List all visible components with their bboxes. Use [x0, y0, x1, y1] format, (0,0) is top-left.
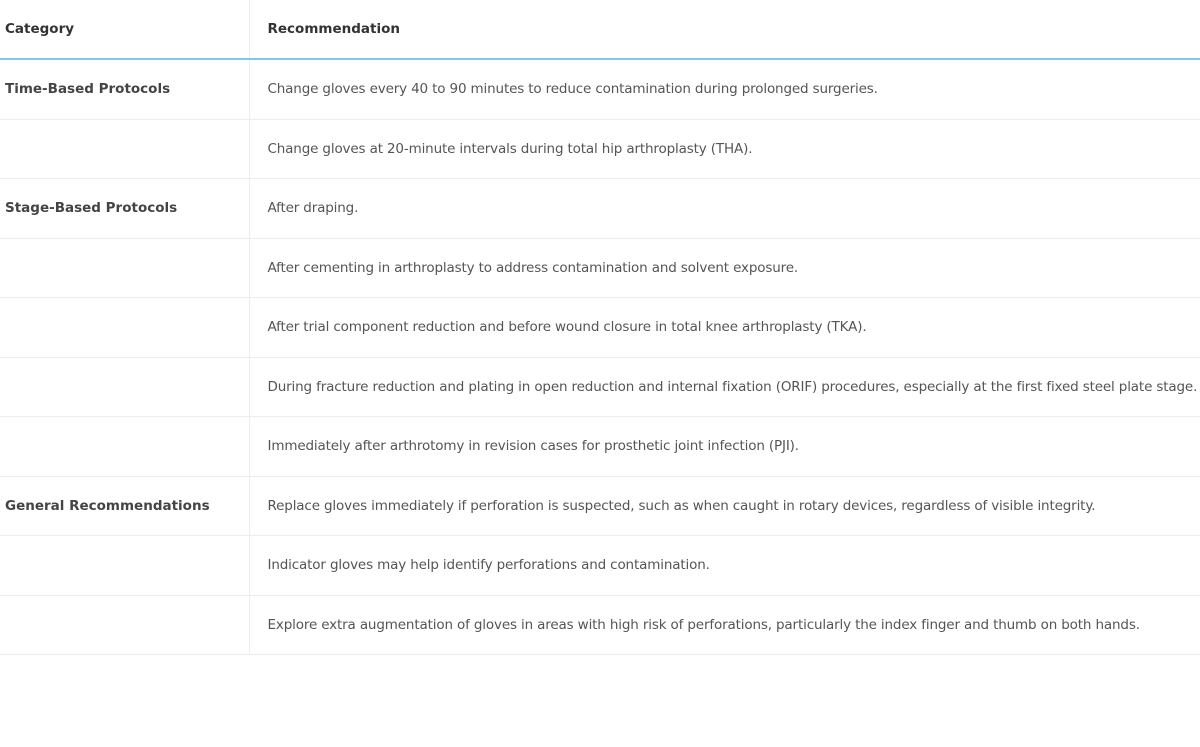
column-header-category: Category: [0, 0, 249, 59]
table-row: [0, 476, 1200, 536]
category-cell: [0, 417, 249, 477]
table-row: [0, 595, 1200, 655]
table-row: [0, 238, 1200, 298]
category-cell: Stage-Based Protocols: [0, 179, 249, 239]
table-body: [0, 59, 1200, 655]
recommendation-cell: Replace gloves immediately if perforation is suspected, such as when caught in rotary devices, regardless of visible integrity.: [249, 476, 1200, 536]
category-cell: [0, 298, 249, 358]
recommendation-cell: After trial component reduction and before wound closure in total knee arthroplasty (TKA).: [249, 298, 1200, 358]
recommendation-cell: Immediately after arthrotomy in revision cases for prosthetic joint infection (PJI).: [249, 417, 1200, 477]
category-cell: General Recommendations: [0, 476, 249, 536]
recommendation-cell: Change gloves at 20-minute intervals during total hip arthroplasty (THA).: [249, 119, 1200, 179]
table-row: [0, 417, 1200, 477]
recommendation-cell: During fracture reduction and plating in open reduction and internal fixation (ORIF) procedures, especially at the first fixed steel plate stage.: [249, 357, 1200, 417]
category-cell: Time-Based Protocols: [0, 59, 249, 119]
header-row: [0, 0, 1200, 59]
table-row: [0, 119, 1200, 179]
category-cell: [0, 357, 249, 417]
recommendation-cell: Change gloves every 40 to 90 minutes to reduce contamination during prolonged surgeries.: [249, 59, 1200, 119]
table-row: [0, 536, 1200, 596]
recommendation-cell: Explore extra augmentation of gloves in areas with high risk of perforations, particularly the index finger and thumb on both hands.: [249, 595, 1200, 655]
recommendation-cell: Indicator gloves may help identify perforations and contamination.: [249, 536, 1200, 596]
table-row: [0, 357, 1200, 417]
table-header: [0, 0, 1200, 59]
column-header-recommendation: Recommendation: [249, 0, 1200, 59]
recommendation-cell: After cementing in arthroplasty to address contamination and solvent exposure.: [249, 238, 1200, 298]
category-cell: [0, 238, 249, 298]
table-row: [0, 179, 1200, 239]
category-cell: [0, 119, 249, 179]
table-row: [0, 59, 1200, 119]
category-cell: [0, 536, 249, 596]
category-cell: [0, 595, 249, 655]
table-row: [0, 298, 1200, 358]
recommendation-cell: After draping.: [249, 179, 1200, 239]
